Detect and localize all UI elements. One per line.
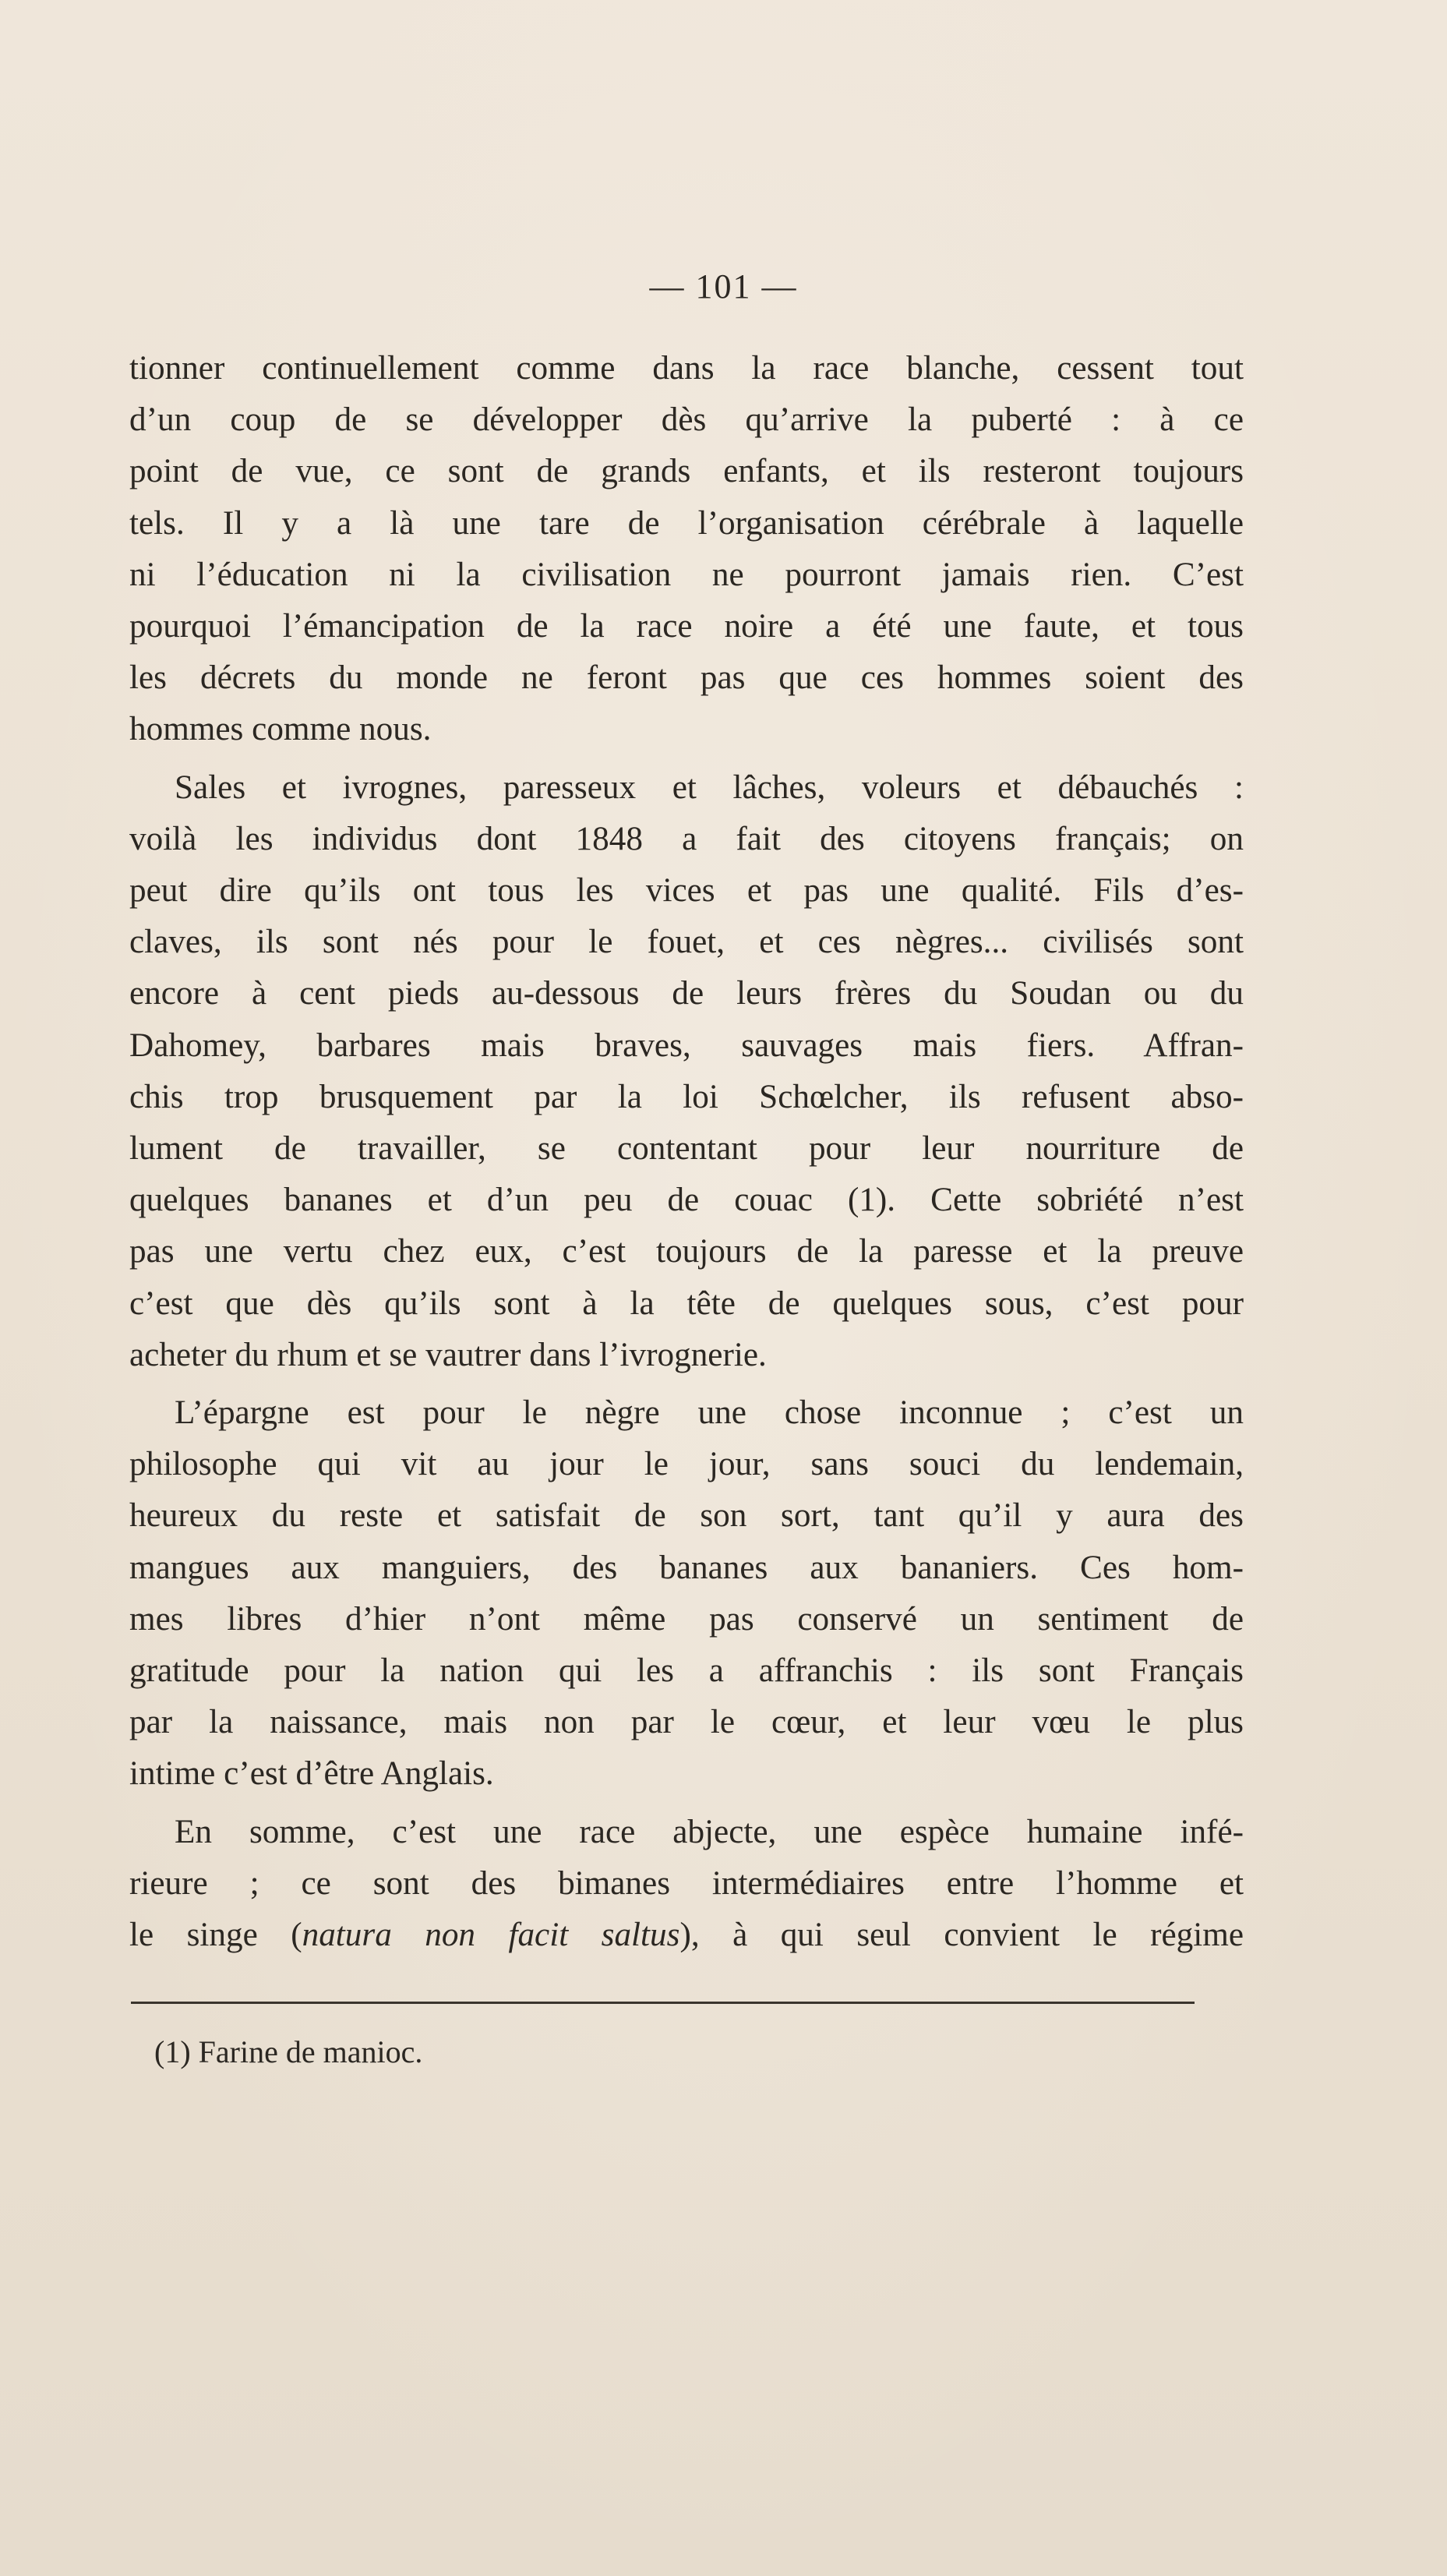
text-line: acheter du rhum et se vautrer dans l’ivrognerie. bbox=[129, 1336, 767, 1373]
text-line: ni l’éducation ni la civilisation ne pourront jamais rien. C’est bbox=[129, 556, 1244, 593]
text-line: rieure ; ce sont des bimanes intermédiaires entre l’homme et bbox=[129, 1864, 1244, 1902]
text-line: tels. Il y a là une tare de l’organisation cérébrale à laquelle bbox=[129, 504, 1244, 542]
paragraph-1 bbox=[129, 343, 1244, 756]
text-segment: ), à qui seul convient le régime bbox=[679, 1917, 1244, 1954]
text-line: encore à cent pieds au-dessous de leurs frères du Soudan ou du bbox=[129, 975, 1244, 1012]
text-line-with-italic bbox=[129, 1910, 1244, 1961]
text-line: philosophe qui vit au jour le jour, sans souci du lendemain, bbox=[129, 1446, 1244, 1483]
paragraph-2 bbox=[129, 762, 1244, 1381]
text-line: point de vue, ce sont de grands enfants, et ils resteront toujours bbox=[129, 453, 1244, 490]
body-text bbox=[129, 343, 1244, 1961]
text-line: lument de travailler, se contentant pour leur nourriture de bbox=[129, 1130, 1244, 1168]
page-number: — 101 — bbox=[649, 267, 798, 306]
text-line: claves, ils sont nés pour le fouet, et ces nègres... civilisés sont bbox=[129, 924, 1244, 961]
text-line: pourquoi l’émancipation de la race noire a été une faute, et tous bbox=[129, 608, 1244, 645]
text-line: pas une vertu chez eux, c’est toujours de la paresse et la preuve bbox=[129, 1233, 1244, 1270]
text-line: hommes comme nous. bbox=[129, 711, 432, 748]
text-line: mes libres d’hier n’ont même pas conservé un sentiment de bbox=[129, 1600, 1244, 1638]
text-line: En somme, c’est une race abjecte, une espèce humaine infé- bbox=[175, 1813, 1244, 1850]
text-line: les décrets du monde ne feront pas que ces hommes soient des bbox=[129, 659, 1244, 697]
paragraph-3 bbox=[129, 1387, 1244, 1800]
text-segment: le singe ( bbox=[129, 1917, 302, 1954]
text-line: L’épargne est pour le nègre une chose inconnue ; c’est un bbox=[175, 1394, 1244, 1432]
text-line: voilà les individus dont 1848 a fait des citoyens français; on bbox=[129, 820, 1244, 857]
text-line: Dahomey, barbares mais braves, sauvages mais fiers. Affran- bbox=[129, 1027, 1244, 1064]
text-line: quelques bananes et d’un peu de couac (1). Cette sobriété n’est bbox=[129, 1182, 1244, 1219]
text-line: gratitude pour la nation qui les a affranchis : ils sont Français bbox=[129, 1652, 1244, 1690]
text-line: intime c’est d’être Anglais. bbox=[129, 1755, 494, 1793]
latin-phrase: natura non facit saltus bbox=[302, 1917, 680, 1954]
footnote: (1) Farine de manioc. bbox=[154, 2034, 423, 2069]
text-line: d’un coup de se développer dès qu’arrive la puberté : à ce bbox=[129, 401, 1244, 439]
text-line: mangues aux manguiers, des bananes aux bananiers. Ces hom- bbox=[129, 1549, 1244, 1586]
text-line: tionner continuellement comme dans la race blanche, cessent tout bbox=[129, 350, 1244, 387]
footnote-divider bbox=[131, 2002, 1195, 2004]
paragraph-4 bbox=[129, 1807, 1244, 1962]
text-line: Sales et ivrognes, paresseux et lâches, voleurs et débauchés : bbox=[175, 769, 1244, 806]
text-line: chis trop brusquement par la loi Schœlcher, ils refusent abso- bbox=[129, 1078, 1244, 1115]
text-line: c’est que dès qu’ils sont à la tête de quelques sous, c’est pour bbox=[129, 1284, 1244, 1322]
text-line: heureux du reste et satisfait de son sort, tant qu’il y aura des bbox=[129, 1497, 1244, 1535]
text-line: peut dire qu’ils ont tous les vices et pas une qualité. Fils d’es- bbox=[129, 872, 1244, 910]
text-line: par la naissance, mais non par le cœur, et leur vœu le plus bbox=[129, 1704, 1244, 1741]
